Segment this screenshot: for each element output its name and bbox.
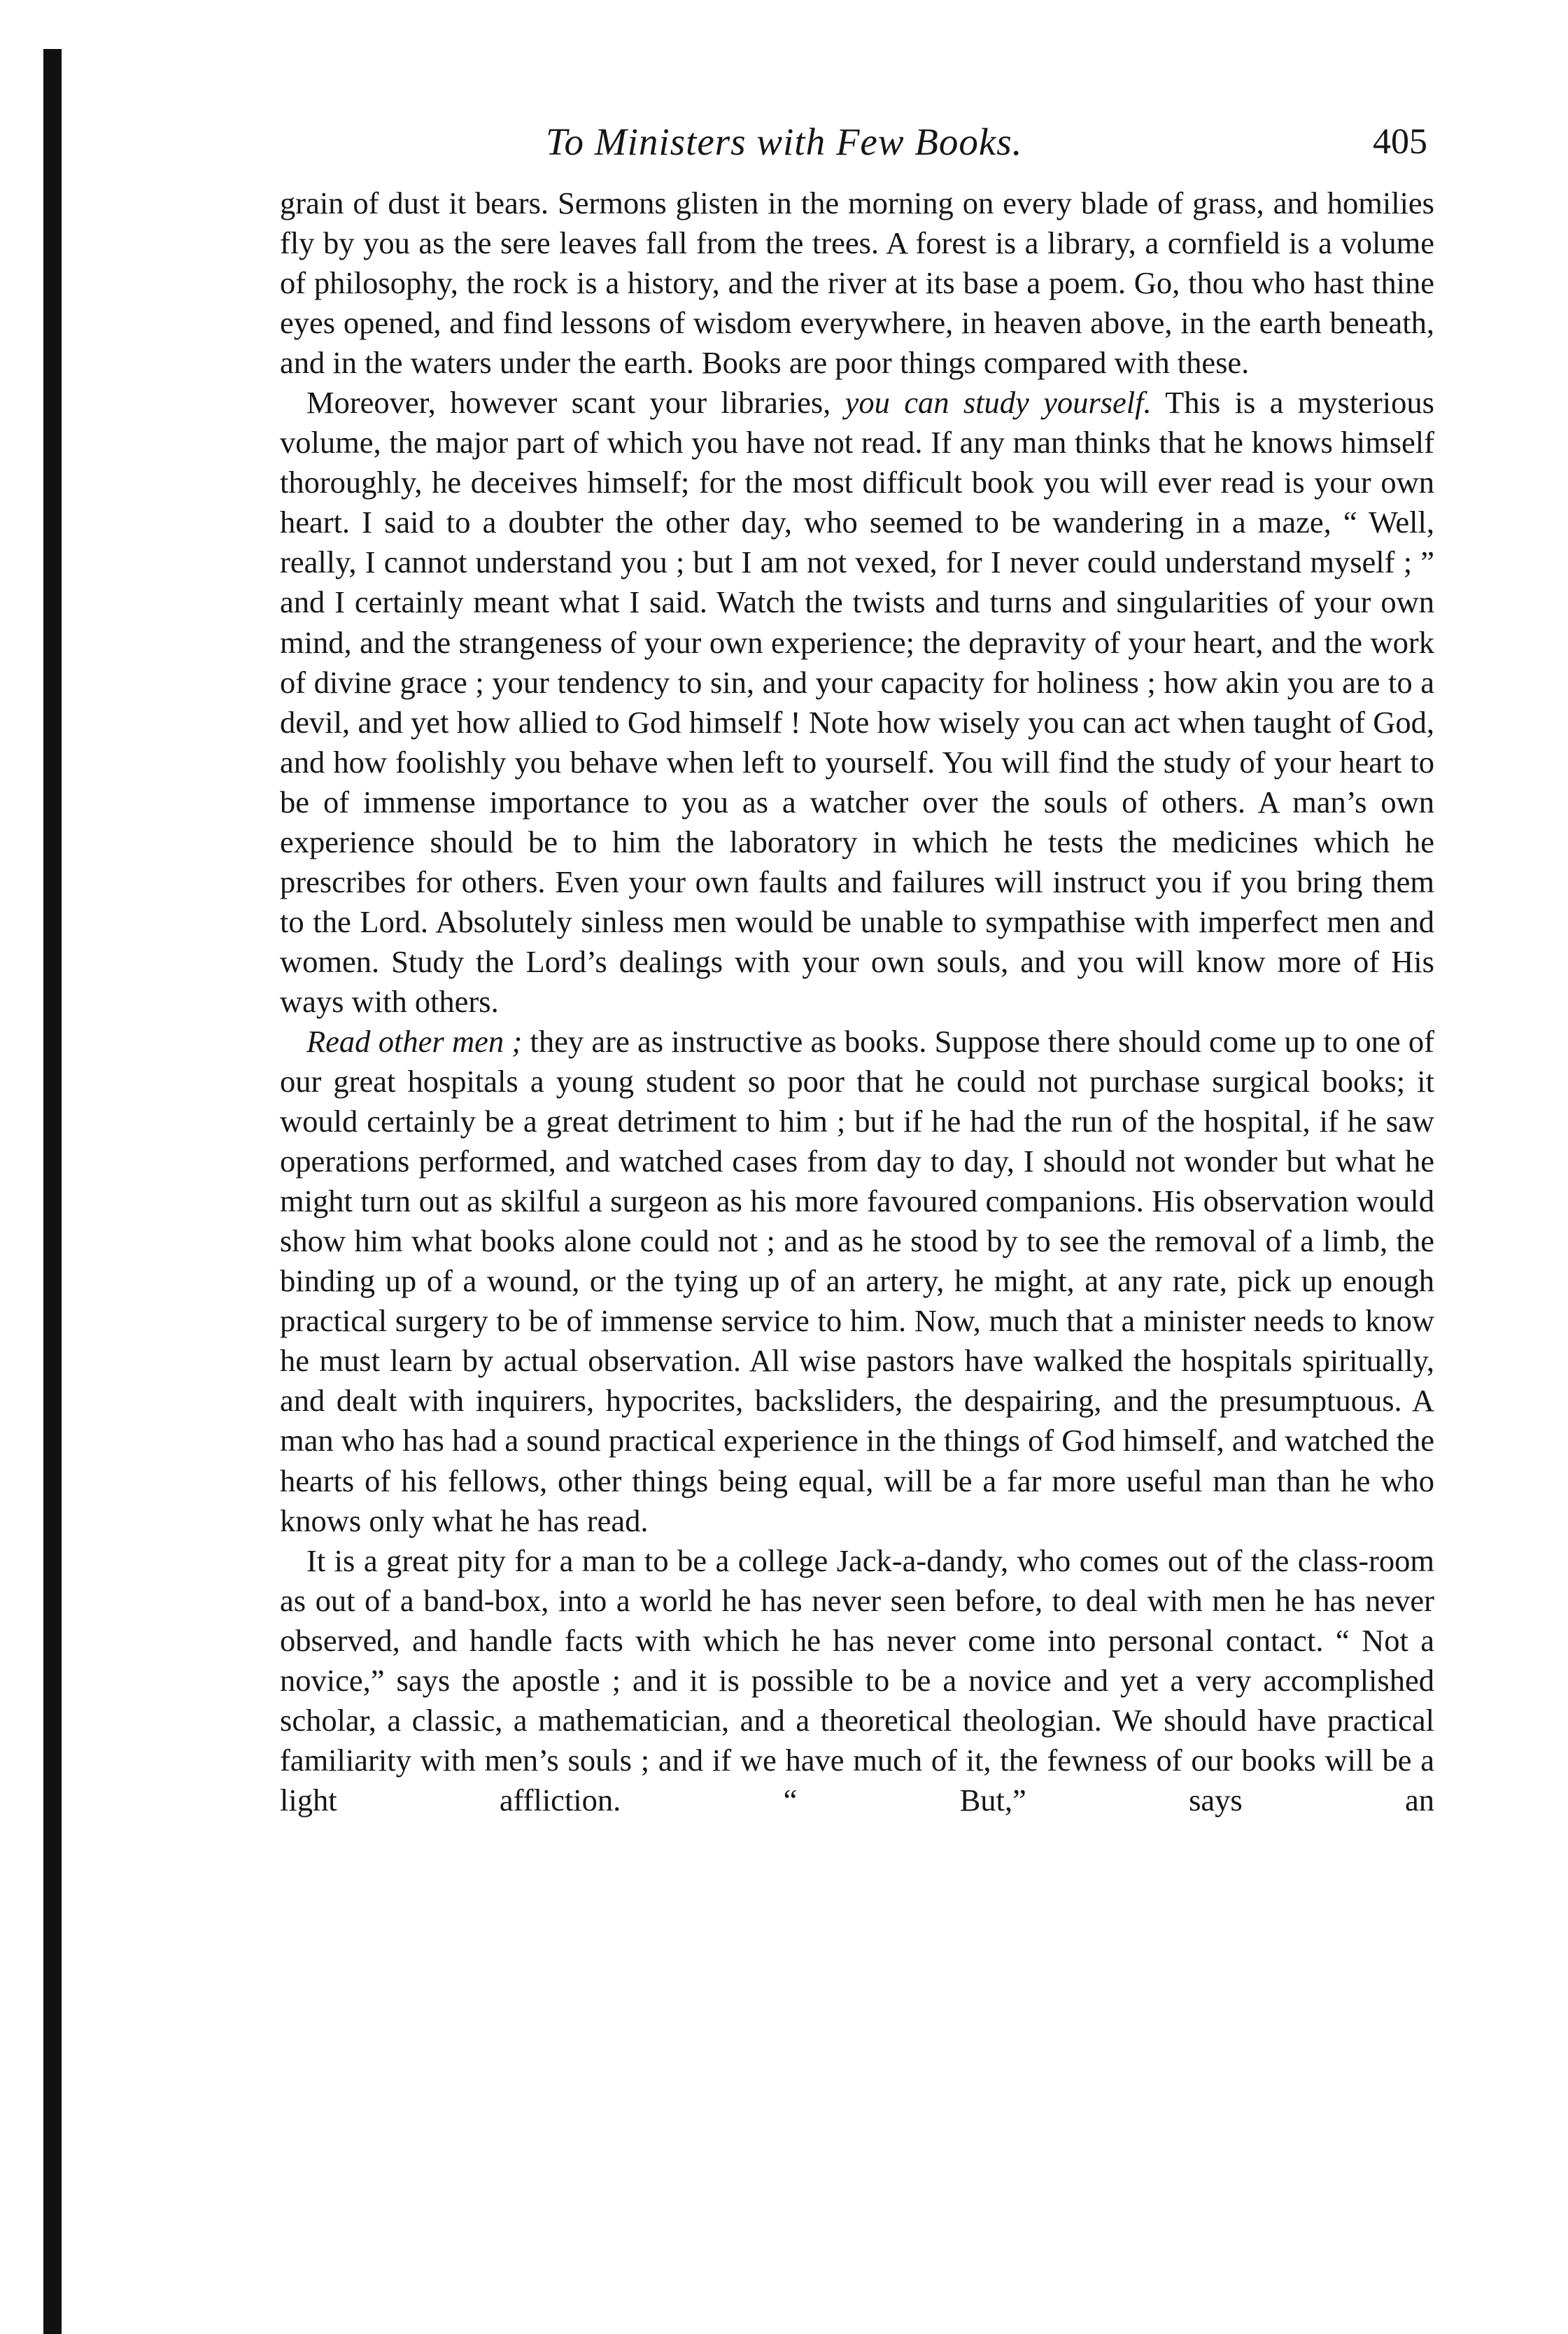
paragraph-1 bbox=[280, 183, 1434, 383]
paragraph-3 bbox=[280, 1022, 1434, 1541]
binding-edge bbox=[43, 49, 62, 2334]
page-header bbox=[280, 118, 1427, 167]
body-text bbox=[280, 183, 1434, 1820]
paragraph-4 bbox=[280, 1541, 1434, 1820]
paragraph-2-italic-phrase: you can study yourself. bbox=[845, 385, 1152, 421]
paragraph-3-text: they are as instructive as books. Suppose there should come up to one of our great hospitals a young student so poor that he could not purchase surgical books; it would certainly be a great detriment to him ; but if he had the run of the hospital, if he saw operations performed, and watched cases from day to day, I should not wonder but what he might turn out as skilful a surgeon as his more favoured companions. His observation would show him what books alone could not ; and as he stood by to see the removal of a limb, the binding up of a wound, or the tying up of an artery, he might, at any rate, pick up enough practical surgery to be of immense service to him. Now, much that a minister needs to know he must learn by actual observation. All wise pastors have walked the hospitals spiritually, and dealt with inquirers, hypocrites, backsliders, the despairing, and the presumptuous. A man who has had a sound practical experience in the things of God himself, and watched the hearts of his fellows, other things being equal, will be a far more useful man than he who knows only what he has read. bbox=[280, 1023, 1434, 1538]
paragraph-4-text: It is a great pity for a man to be a college Jack-a-dandy, who comes out of the class-room as out of a band-box, into a world he has never seen before, to deal with men he has never observed, and handle facts with which he has never come into personal contact. “ Not a novice,” says the apostle ; and it is possible to be a novice and yet a very accomplished scholar, a classic, a mathematician, and a theoretical theologian. We should have practical familiarity with men’s souls ; and if we have much of it, the fewness of our books will be a light affliction. “ But,” says an bbox=[280, 1542, 1434, 1818]
page-number: 405 bbox=[1373, 122, 1427, 162]
paragraph-3-italic-phrase: Read other men ; bbox=[306, 1023, 523, 1059]
running-title: To Ministers with Few Books. bbox=[546, 120, 1023, 163]
paragraph-2-text-continued: This is a mysterious volume, the major part of which you have not read. If any man thinks that he knows himself thoroughly, he deceives himself; for the most difficult book you will ever read is your own heart. I said to a doubter the other day, who seemed to be wandering in a maze, “ Well, really, I cannot understand you ; but I am not vexed, for I never could understand myself ; ” and I certainly meant what I said. Watch the twists and turns and singularities of your own mind, and the strangeness of your own experience; the depravity of your heart, and the work of divine grace ; your tendency to sin, and your capacity for holiness ; how akin you are to a devil, and yet how allied to God himself ! Note how wisely you can act when taught of God, and how foolishly you behave when left to yourself. You will find the study of your heart to be of immense importance to you as a watcher over the souls of others. A man’s own experience should be to him the laboratory in which he tests the medicines which he prescribes for others. Even your own faults and failures will instruct you if you bring them to the Lord. Absolutely sinless men would be unable to sympathise with imperfect men and women. Study the Lord’s dealings with your own souls, and you will know more of His ways with others. bbox=[280, 385, 1434, 1019]
paragraph-1-text: grain of dust it bears. Sermons glisten in the morning on every blade of grass, and homilies fly by you as the sere leaves fall from the trees. A forest is a library, a cornfield is a volume of philosophy, the rock is a history, and the river at its base a poem. Go, thou who hast thine eyes opened, and find lessons of wisdom everywhere, in heaven above, in the earth beneath, and in the waters under the earth. Books are poor things compared with these. bbox=[280, 185, 1434, 381]
paragraph-2-text: Moreover, however scant your libraries, bbox=[306, 385, 845, 421]
paragraph-2 bbox=[280, 383, 1434, 1022]
